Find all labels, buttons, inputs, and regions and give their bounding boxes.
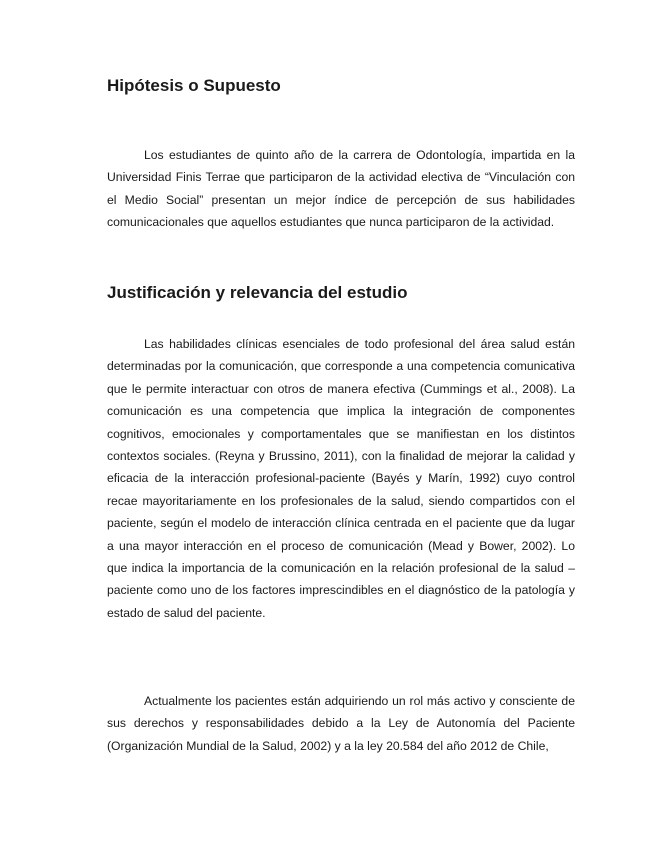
paragraph-justificacion-2: Actualmente los pacientes están adquiriendo un rol más activo y consciente de sus derechos y responsabilidades debido a la Ley de Autonomía del Paciente (Organización Mundial de la Salud, 2002) y a la ley 20.584 del año 2012 de Chile,	[107, 694, 575, 753]
section-heading-justificacion: Justificación y relevancia del estudio	[107, 283, 408, 302]
section-heading-hipotesis: Hipótesis o Supuesto	[107, 76, 281, 95]
paragraph-justificacion-1: Las habilidades clínicas esenciales de todo profesional del área salud están determinadas por la comunicación, que corresponde a una competencia comunicativa que le permite interactuar con otros de manera efectiva (Cummings et al., 2008). La comunicación es una competencia que implica la integración de componentes cognitivos, emocionales y comportamentales que se manifiestan en los distintos contextos sociales. (Reyna y Brussino, 2011), con la finalidad de mejorar la calidad y eficacia de la interacción profesional-paciente (Bayés y Marín, 1992) cuyo control recae mayoritariamente en los profesionales de la salud, siendo compartidos con el paciente, según el modelo de interacción clínica centrada en el paciente que da lugar a una mayor interacción en el proceso de comunicación (Mead y Bower, 2002). Lo que indica la importancia de la comunicación en la relación profesional de la salud – paciente como uno de los factores imprescindibles en el diagnóstico de la patología y estado de salud del paciente.	[107, 337, 575, 620]
paragraph-hipotesis: Los estudiantes de quinto año de la carrera de Odontología, impartida en la Universidad Finis Terrae que participaron de la actividad electiva de “Vinculación con el Medio Social” presentan un mejor índice de percepción de sus habilidades comunicacionales que aquellos estudiantes que nunca participaron de la actividad.	[107, 148, 575, 230]
